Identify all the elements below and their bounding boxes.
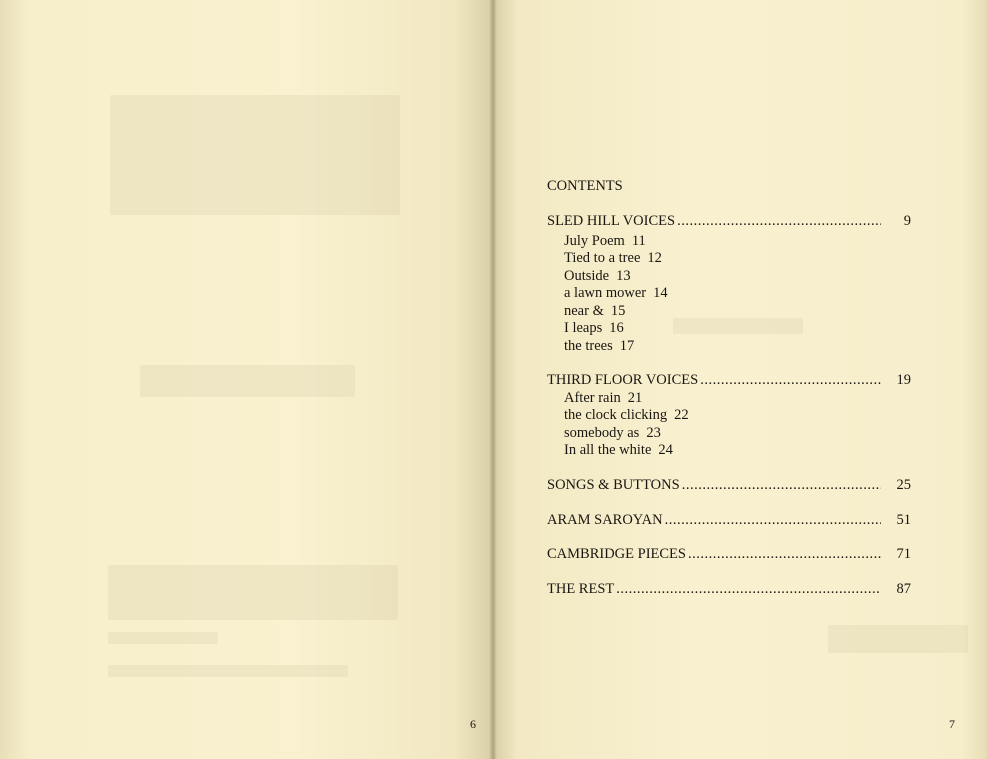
toc-item — [564, 390, 642, 407]
right-page-number: 7 — [949, 717, 955, 731]
item-title: Tied to a tree — [564, 250, 641, 266]
bleed-through-block — [828, 625, 968, 653]
toc-section-sled-hill-voices — [547, 213, 911, 231]
item-page: 17 — [619, 338, 635, 354]
item-title: In all the white — [564, 442, 652, 458]
toc-section-third-floor-voices — [547, 372, 911, 390]
item-title: a lawn mower — [564, 285, 647, 301]
item-page: 13 — [616, 268, 631, 284]
bleed-through-block — [108, 665, 348, 677]
section-title: CAMBRIDGE PIECES — [547, 546, 686, 562]
toc-section-songs-buttons — [547, 477, 911, 495]
item-title: I leaps — [564, 320, 603, 336]
item-page: 21 — [627, 390, 643, 406]
bleed-through-block — [140, 365, 355, 397]
item-page: 24 — [658, 442, 673, 458]
item-page: 11 — [631, 233, 646, 249]
bleed-through-block — [108, 632, 218, 644]
leader-dots — [688, 546, 881, 563]
toc-item — [564, 233, 646, 250]
section-page: 87 — [896, 581, 911, 597]
section-page: 25 — [896, 477, 911, 493]
contents-heading: CONTENTS — [547, 178, 623, 194]
item-page: 23 — [646, 425, 661, 441]
item-page: 22 — [674, 407, 689, 423]
leader-dots — [616, 581, 881, 598]
toc-item — [564, 407, 689, 424]
leader-dots — [700, 372, 881, 389]
item-page: 15 — [610, 303, 626, 319]
item-title: Outside — [564, 268, 610, 284]
section-title: THIRD FLOOR VOICES — [547, 372, 699, 388]
section-title: SLED HILL VOICES — [547, 213, 676, 229]
toc-section-cambridge-pieces — [547, 546, 911, 564]
leader-dots — [682, 477, 881, 494]
leader-dots — [677, 213, 881, 230]
item-title: somebody as — [564, 425, 640, 441]
section-title: THE REST — [547, 581, 615, 597]
toc-item — [564, 425, 661, 442]
item-title: the trees — [564, 338, 613, 354]
bleed-through-block — [108, 565, 398, 620]
toc-item — [564, 442, 673, 459]
toc-item — [564, 303, 625, 320]
item-title: July Poem — [564, 233, 625, 249]
section-title: ARAM SAROYAN — [547, 512, 663, 528]
item-page: 12 — [647, 250, 662, 266]
item-title: the clock clicking — [564, 407, 668, 423]
toc-item — [564, 285, 668, 302]
left-page-number: 6 — [470, 717, 476, 731]
bleed-through-block — [673, 318, 803, 334]
toc-section-aram-saroyan — [547, 512, 911, 530]
section-page: 51 — [896, 512, 911, 528]
section-title: SONGS & BUTTONS — [547, 477, 680, 493]
toc-item — [564, 320, 624, 337]
toc-item — [564, 250, 662, 267]
leader-dots — [665, 512, 881, 529]
book-gutter — [489, 0, 497, 759]
item-title: After rain — [564, 390, 621, 406]
toc-section-the-rest — [547, 581, 911, 599]
section-page: 19 — [896, 372, 911, 388]
toc-item — [564, 268, 631, 285]
left-page — [0, 0, 493, 759]
item-page: 14 — [653, 285, 668, 301]
item-title: near & — [564, 303, 604, 319]
toc-item — [564, 338, 634, 355]
bleed-through-block — [110, 95, 400, 215]
item-page: 16 — [609, 320, 624, 336]
section-page: 9 — [903, 213, 911, 229]
section-page: 71 — [896, 546, 911, 562]
